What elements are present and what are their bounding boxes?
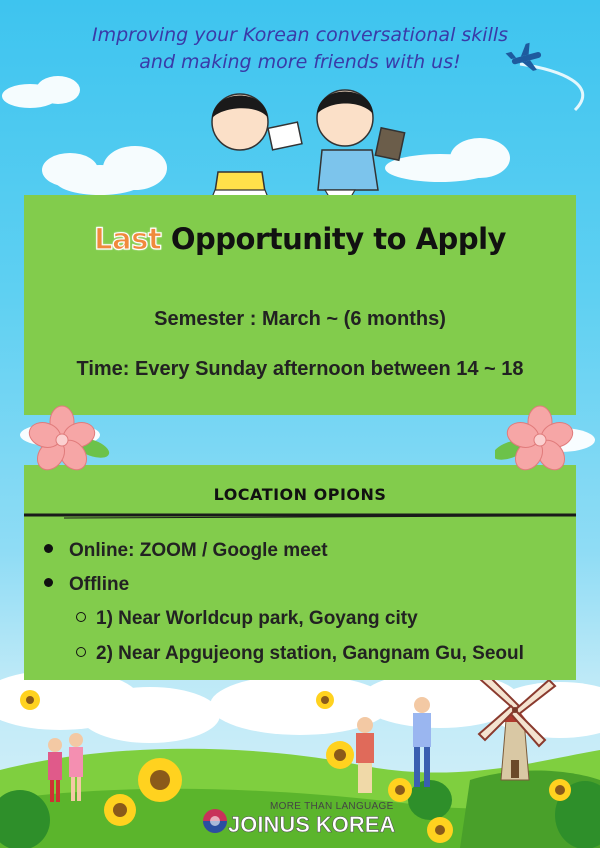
bullet-icon (44, 578, 53, 587)
divider (24, 509, 576, 521)
tagline-line-1: Improving your Korean conversational skills (91, 24, 509, 46)
location-online: Online: ZOOM / Google meet (69, 540, 328, 561)
tagline-line-2: and making more friends with us! (139, 51, 461, 73)
brand-name-right: KOREA (315, 812, 396, 837)
location-offline-2: 2) Near Apgujeong station, Gangnam Gu, Seoul (96, 643, 524, 664)
bullet-icon (44, 544, 53, 553)
location-offline: Offline (69, 574, 130, 595)
list-item (44, 574, 129, 596)
list-item (76, 643, 524, 665)
brand-slogan: MORE THAN LANGUAGE (270, 801, 394, 812)
circle-bullet-icon (76, 647, 86, 657)
brand-name-left: JOINUS (228, 812, 310, 837)
list-item (76, 608, 418, 630)
tagline (0, 22, 600, 76)
headline-accent: Last (94, 222, 162, 256)
semester-text: Semester : March ~ (6 months) (154, 308, 446, 330)
location-offline-1: 1) Near Worldcup park, Goyang city (96, 608, 418, 629)
locations-heading: LOCATION OPIONS (213, 485, 387, 504)
logo-icon (200, 806, 230, 836)
time-text: Time: Every Sunday afternoon between 14 ~ 18 (76, 358, 524, 380)
cherry-blossom-icon (495, 400, 585, 480)
list-item (44, 540, 328, 562)
headline (0, 222, 600, 256)
headline-rest: Opportunity to Apply (170, 222, 506, 256)
cherry-blossom-icon (20, 400, 110, 480)
circle-bullet-icon (76, 612, 86, 622)
brand-name (228, 812, 395, 838)
